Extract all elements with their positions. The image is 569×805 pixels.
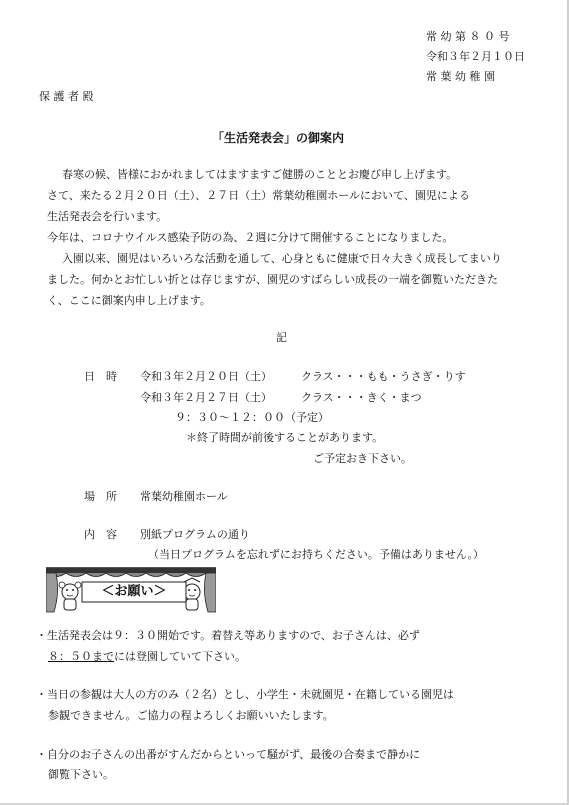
document-title: 「生活発表会」の御案内 <box>212 131 345 145</box>
left-character-icon <box>59 582 81 610</box>
request-3-line-2: 御覧下さい。 <box>48 768 114 781</box>
body-line: さて、来たる２月２０日（土）、２７日（土）常葉幼稚園ホールにおいて、園児による <box>47 189 470 202</box>
place-value: 常葉幼稚園ホール <box>140 490 228 503</box>
content-label: 内 容 <box>84 528 117 541</box>
request-2-line-2: 参観できません。ご協力の程よろしくお願いいたします。 <box>48 709 334 722</box>
schedule-class-1: クラス・・・もも・うさぎ・りす <box>301 370 466 383</box>
schedule-label: 日 時 <box>84 370 117 383</box>
schedule-date-2: 令和３年２月２７日（土） <box>140 391 272 404</box>
request-1-line-1: ・生活発表会は９：３０開始です。着替え等ありますので、お子さんは、必ず <box>36 629 420 642</box>
arrival-deadline: ８：５０まで <box>48 650 114 663</box>
content-note: （当日プログラムを忘れずにお持ちください。予備はありません。） <box>148 548 485 561</box>
schedule-note-1: ＊終了時間が前後することがあります。 <box>186 431 384 444</box>
request-2-line-1: ・当日の参観は大人の方のみ（２名）とし、小学生・未就園児・在籍している園児は <box>36 688 454 701</box>
request-1-line-2: ８：５０までには登園していて下さい。 <box>48 650 246 663</box>
document-number: 常 幼 第 ８ ０ 号 <box>426 30 510 43</box>
ki-heading: 記 <box>276 331 287 344</box>
request-banner <box>46 567 216 613</box>
body-line: 入園以来、園児はいろいろな活動を通して、心身ともに健康で日々大きく成長してまいり <box>62 252 502 265</box>
addressee: 保 護 者 殿 <box>39 90 94 103</box>
body-line: 今年は、コロナウイルス感染予防の為、２週に分けて開催することになりました。 <box>47 231 454 244</box>
banner-label: ＜お願い＞ <box>101 584 167 599</box>
request-3-line-1: ・自分のお子さんの出番がすんだからといって騒がず、最後の合奏まで静かに <box>36 748 421 761</box>
content-value: 別紙プログラムの通り <box>140 528 250 541</box>
issuer-name: 常 葉 幼 稚 園 <box>426 70 495 83</box>
document-date: 令和３年２月１０日 <box>426 50 525 63</box>
schedule-date-1: 令和３年２月２０日（土） <box>140 370 272 383</box>
body-line: 生活発表会を行います。 <box>47 210 168 223</box>
schedule-time: ９：３０～１２：００（予定） <box>175 411 329 424</box>
body-line: 春寒の候、皆様におかれましてはますますご健勝のこととお慶び申し上げます。 <box>62 168 458 181</box>
schedule-note-2: ご予定おき下さい。 <box>313 452 412 465</box>
schedule-class-2: クラス・・・きく・まつ <box>301 391 422 404</box>
body-line: く、ここに御案内申し上げます。 <box>47 294 211 307</box>
body-line: ました。何かとお忙しい折とは存じますが、園児のすばらしい成長の一端を御覧いただきた <box>47 273 498 286</box>
place-label: 場 所 <box>84 490 117 503</box>
